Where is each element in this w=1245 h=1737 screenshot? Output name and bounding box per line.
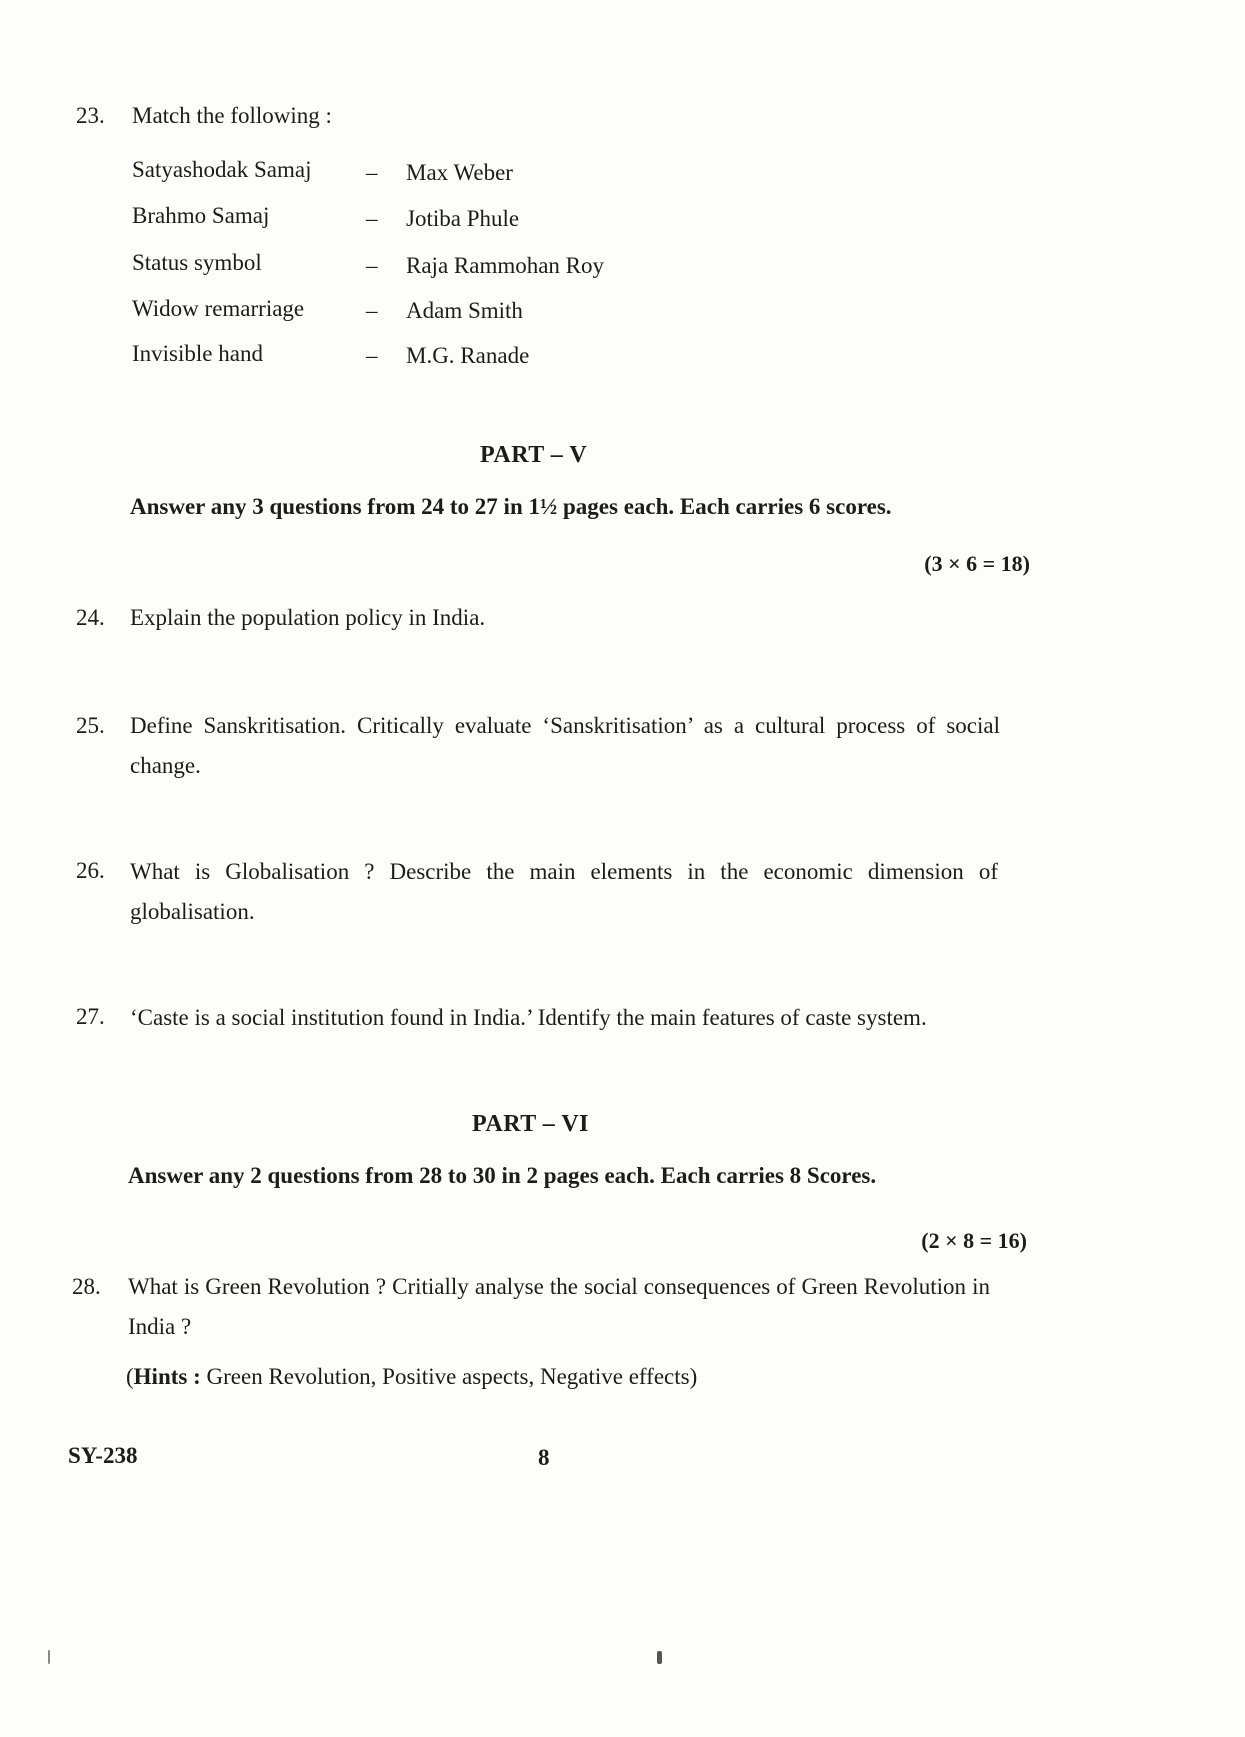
part-5-marks: (3 × 6 = 18)	[924, 551, 1030, 576]
question-28-text: What is Green Revolution ? Critially analyse the social consequences of Green Revolution in India ?	[128, 1274, 990, 1339]
question-28-number: 28.	[72, 1274, 101, 1299]
match-left-item: Invisible hand	[132, 341, 263, 366]
scan-speck	[48, 1650, 50, 1664]
question-24-text: Explain the population policy in India.	[130, 605, 486, 630]
question-27-number: 27.	[76, 1004, 105, 1029]
match-dash: –	[366, 160, 378, 185]
footer-code: SY-238	[68, 1443, 138, 1468]
hint-label: Hints :	[133, 1364, 201, 1389]
match-dash: –	[366, 253, 378, 278]
match-right-item: Max Weber	[406, 160, 513, 185]
match-right-item: Jotiba Phule	[406, 206, 520, 231]
match-dash: –	[366, 206, 378, 231]
scan-speck	[657, 1651, 662, 1664]
match-dash: –	[366, 343, 378, 368]
match-right-item: Adam Smith	[406, 298, 523, 323]
part-6-marks: (2 × 8 = 16)	[921, 1228, 1027, 1253]
question-23-number: 23.	[76, 103, 105, 128]
question-23-prompt: Match the following :	[132, 103, 332, 128]
match-right-item: Raja Rammohan Roy	[406, 253, 605, 278]
part-6-title: PART – VI	[472, 1111, 590, 1137]
hint-text: Green Revolution, Positive aspects, Negative effects)	[200, 1364, 698, 1389]
match-left-item: Widow remarriage	[132, 296, 305, 321]
part-5-instruction: Answer any 3 questions from 24 to 27 in 1½ pages each. Each carries 6 scores.	[130, 494, 892, 519]
question-27-text: ‘Caste is a social institution found in India.’ Identify the main features of caste system.	[130, 1005, 927, 1030]
question-25-text: Define Sanskritisation. Critically evaluate ‘Sanskritisation’ as a cultural process of social change.	[130, 713, 1000, 778]
match-left-item: Brahmo Samaj	[132, 203, 270, 228]
part-6-instruction: Answer any 2 questions from 28 to 30 in 2 pages each. Each carries 8 Scores.	[128, 1163, 877, 1188]
footer-page-number: 8	[538, 1445, 550, 1470]
match-right-item: M.G. Ranade	[406, 343, 530, 368]
match-dash: –	[366, 298, 378, 323]
question-26-text: What is Globalisation ? Describe the main elements in the economic dimension of globalisation.	[130, 859, 998, 924]
part-5-title: PART – V	[480, 442, 588, 468]
question-25-number: 25.	[76, 713, 105, 738]
question-26-number: 26.	[76, 858, 105, 883]
question-28-hint: (Hints : Green Revolution, Positive aspects, Negative effects)	[126, 1364, 698, 1389]
match-left-item: Status symbol	[132, 250, 262, 275]
match-left-item: Satyashodak Samaj	[132, 157, 312, 182]
question-24-number: 24.	[76, 605, 105, 630]
